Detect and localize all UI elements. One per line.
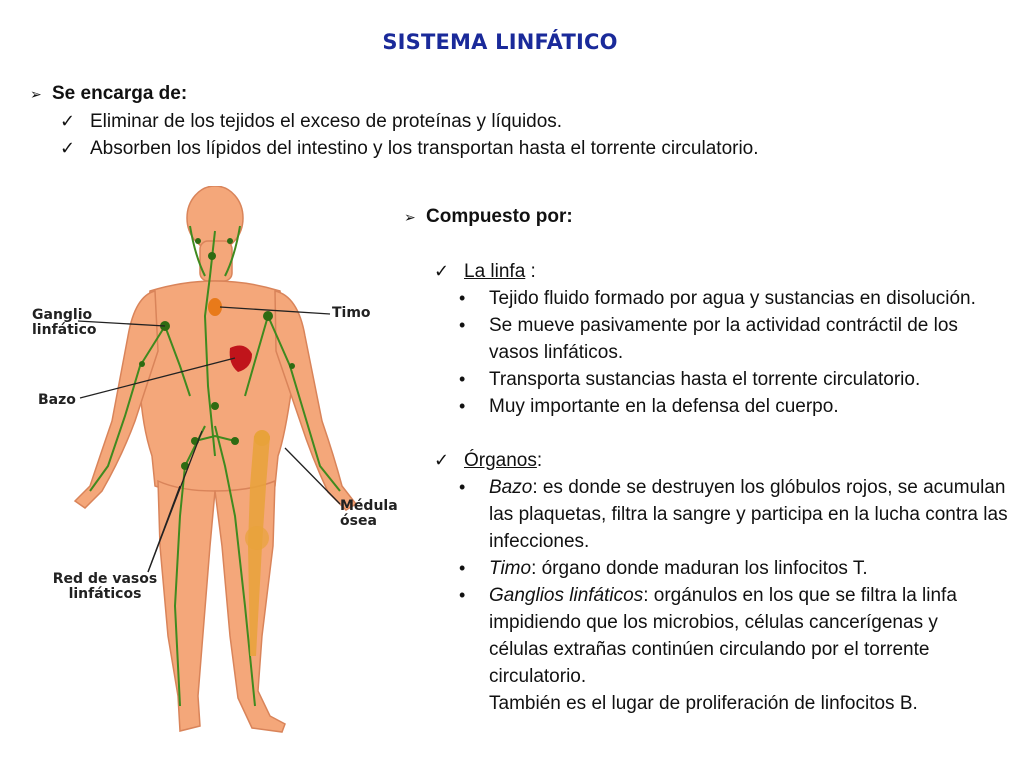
arrow-bullet-icon: ➢ <box>30 86 42 102</box>
organ-item <box>404 582 1014 690</box>
bullet-dot-icon: • <box>459 315 466 335</box>
lymph-bullet-text: Muy importante en la defensa del cuerpo. <box>489 396 839 417</box>
thymus-organ <box>208 298 222 316</box>
organs-heading-row <box>404 447 1014 474</box>
organ-term: Bazo <box>489 477 533 498</box>
lymph-bullet <box>404 393 1014 420</box>
intro-item <box>30 135 1000 162</box>
check-icon: ✓ <box>434 261 450 281</box>
organ-text: : órgano donde maduran los linfocitos T. <box>531 558 868 579</box>
intro-item-text: Eliminar de los tejidos el exceso de proteínas y líquidos. <box>90 111 563 132</box>
organ-term: Ganglios linfáticos <box>489 585 644 606</box>
check-icon: ✓ <box>434 450 450 470</box>
intro-item <box>30 108 1000 135</box>
arrow-bullet-icon: ➢ <box>404 209 416 225</box>
lymph-bullet <box>404 366 1014 393</box>
organs-label-suffix: : <box>536 450 543 471</box>
label-medula-osea: Médula ósea <box>340 498 398 529</box>
bullet-dot-icon: • <box>459 369 466 389</box>
lymph-bullet <box>404 312 1014 366</box>
organ-text: : es donde se destruyen los glóbulos rojos, se acumulan las plaquetas, filtra la sangre y participa en la lucha contra las infecciones. <box>489 477 1008 552</box>
intro-heading-row <box>30 80 1000 108</box>
lymph-bullet-text: Tejido fluido formado por agua y sustancias en disolución. <box>489 288 976 309</box>
intro-section <box>30 80 1000 162</box>
organ-item <box>404 474 1014 555</box>
bullet-dot-icon: • <box>459 396 466 416</box>
label-red-vasos-linfaticos: Red de vasos linfáticos <box>52 571 158 602</box>
slide-title: SISTEMA LINFÁTICO <box>382 30 618 54</box>
lymph-heading-row <box>404 258 1014 285</box>
intro-heading: Se encarga de: <box>52 83 188 104</box>
composition-heading-row <box>404 203 1014 231</box>
label-bazo: Bazo <box>38 392 76 408</box>
label-ganglio-linfatico: Ganglio linfático <box>32 307 97 338</box>
organ-text: : orgánulos en los que se filtra la linfa impidiendo que los microbios, células cancerígenas y células extrañas continúen circulando por el torrente circulatorio. <box>489 585 957 687</box>
organs-label: Órganos <box>464 450 537 471</box>
lymph-label-suffix: : <box>525 261 536 282</box>
human-body <box>75 186 356 732</box>
intro-item-text: Absorben los lípidos del intestino y los transportan hasta el torrente circulatorio. <box>90 138 759 159</box>
body-illustration <box>30 186 410 766</box>
bullet-dot-icon: • <box>459 558 466 578</box>
bullet-dot-icon: • <box>459 585 466 605</box>
lymph-label: La linfa <box>464 261 526 282</box>
composition-heading: Compuesto por: <box>426 206 573 227</box>
organ-item <box>404 555 1014 582</box>
lymph-bullet <box>404 285 1014 312</box>
composition-section <box>404 203 1014 717</box>
organs-extra: También es el lugar de proliferación de linfocitos B. <box>489 693 918 714</box>
check-icon: ✓ <box>60 138 76 158</box>
bullet-dot-icon: • <box>459 288 466 308</box>
lymph-bullet-text: Transporta sustancias hasta el torrente circulatorio. <box>489 369 921 390</box>
lymph-bullet-text: Se mueve pasivamente por la actividad contráctil de los vasos linfáticos. <box>489 315 958 363</box>
organ-term: Timo <box>489 558 532 579</box>
bullet-dot-icon: • <box>459 477 466 497</box>
lymphatic-system-figure <box>30 186 410 766</box>
check-icon: ✓ <box>60 111 76 131</box>
label-timo: Timo <box>332 305 371 321</box>
